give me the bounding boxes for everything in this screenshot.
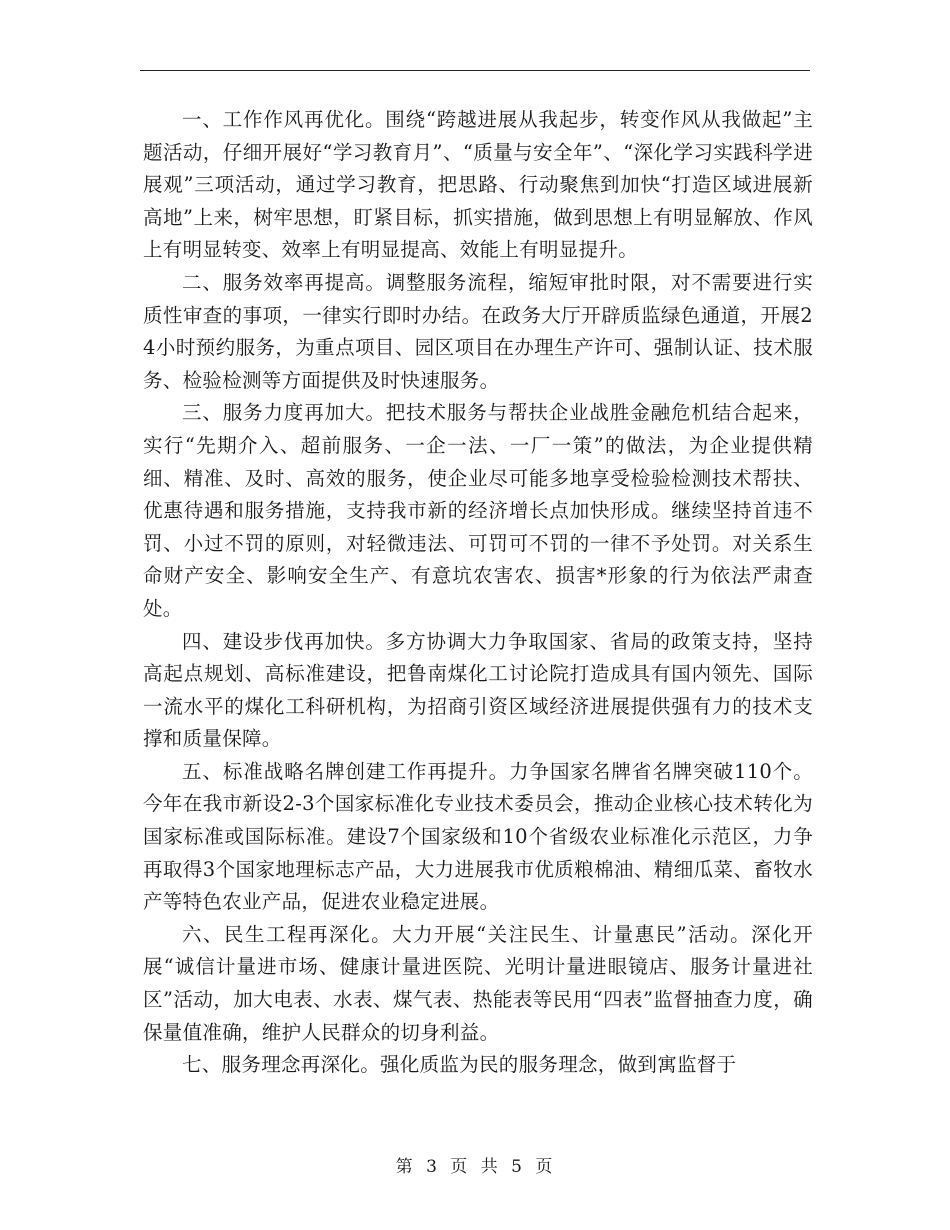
footer-label-page: 第 xyxy=(395,1157,415,1177)
footer-current-page: 3 xyxy=(426,1157,439,1177)
paragraph-2: 二、服务效率再提高。调整服务流程，缩短审批时限，对不需要进行实质性审查的事项，一律实行即时办结。在政务大厅开辟质监绿色通道，开展24小时预约服务，为重点项目、园区项目在办理生产许可、强制认证、技术服务、检验检测等方面提供及时快速服务。 xyxy=(143,270,813,392)
paragraph-4: 四、建设步伐再加快。多方协调大力争取国家、省局的政策支持，坚持高起点规划、高标准建设，把鲁南煤化工讨论院打造成具有国内领先、国际一流水平的煤化工科研机构，为招商引资区域经济进展提供强有力的技术支撑和质量保障。 xyxy=(143,629,813,751)
footer-label-page-unit: 页 xyxy=(450,1157,470,1177)
footer-label-total: 共 xyxy=(480,1157,500,1177)
paragraph-3: 三、服务力度再加大。把技术服务与帮扶企业战胜金融危机结合起来，实行“先期介入、超前服务、一企一法、一厂一策”的做法，为企业提供精细、精准、及时、高效的服务，使企业尽可能多地享受检验检测技术帮扶、优惠待遇和服务措施，支持我市新的经济增长点加快形成。继续坚持首违不罚、小过不罚的原则，对轻微违法、可罚可不罚的一律不予处罚。对关系生命财产安全、影响安全生产、有意坑农害农、损害*形象的行为依法严肃查处。 xyxy=(143,401,813,620)
page-footer xyxy=(0,1152,950,1177)
footer-label-total-unit: 页 xyxy=(535,1157,555,1177)
footer-total-pages: 5 xyxy=(511,1157,524,1177)
paragraph-6: 六、民生工程再深化。大力开展“关注民生、计量惠民”活动。深化开展“诚信计量进市场、健康计量进医院、光明计量进眼镜店、服务计量进社区”活动，加大电表、水表、煤气表、热能表等民用“四表”监督抽查力度，确保量值准确，维护人民群众的切身利益。 xyxy=(143,922,813,1044)
paragraph-1: 一、工作作风再优化。围绕“跨越进展从我起步，转变作风从我做起”主题活动，仔细开展好“学习教育月”、“质量与安全年”、“深化学习实践科学进展观”三项活动，通过学习教育，把思路、行动聚焦到加快“打造区域进展新高地”上来，树牢思想，盯紧目标，抓实措施，做到思想上有明显解放、作风上有明显转变、效率上有明显提高、效能上有明显提升。 xyxy=(143,108,813,262)
paragraph-5: 五、标准战略名牌创建工作再提升。力争国家名牌省名牌突破110个。今年在我市新设2-3个国家标准化专业技术委员会，推动企业核心技术转化为国家标准或国际标准。建设7个国家级和10个省级农业标准化示范区，力争再取得3个国家地理标志产品，大力进展我市优质粮棉油、精细瓜菜、畜牧水产等特色农业产品，促进农业稳定进展。 xyxy=(143,759,813,914)
header-rule xyxy=(140,70,810,71)
paragraph-7: 七、服务理念再深化。强化质监为民的服务理念，做到寓监督于 xyxy=(182,1053,737,1077)
document-body xyxy=(143,104,813,1082)
